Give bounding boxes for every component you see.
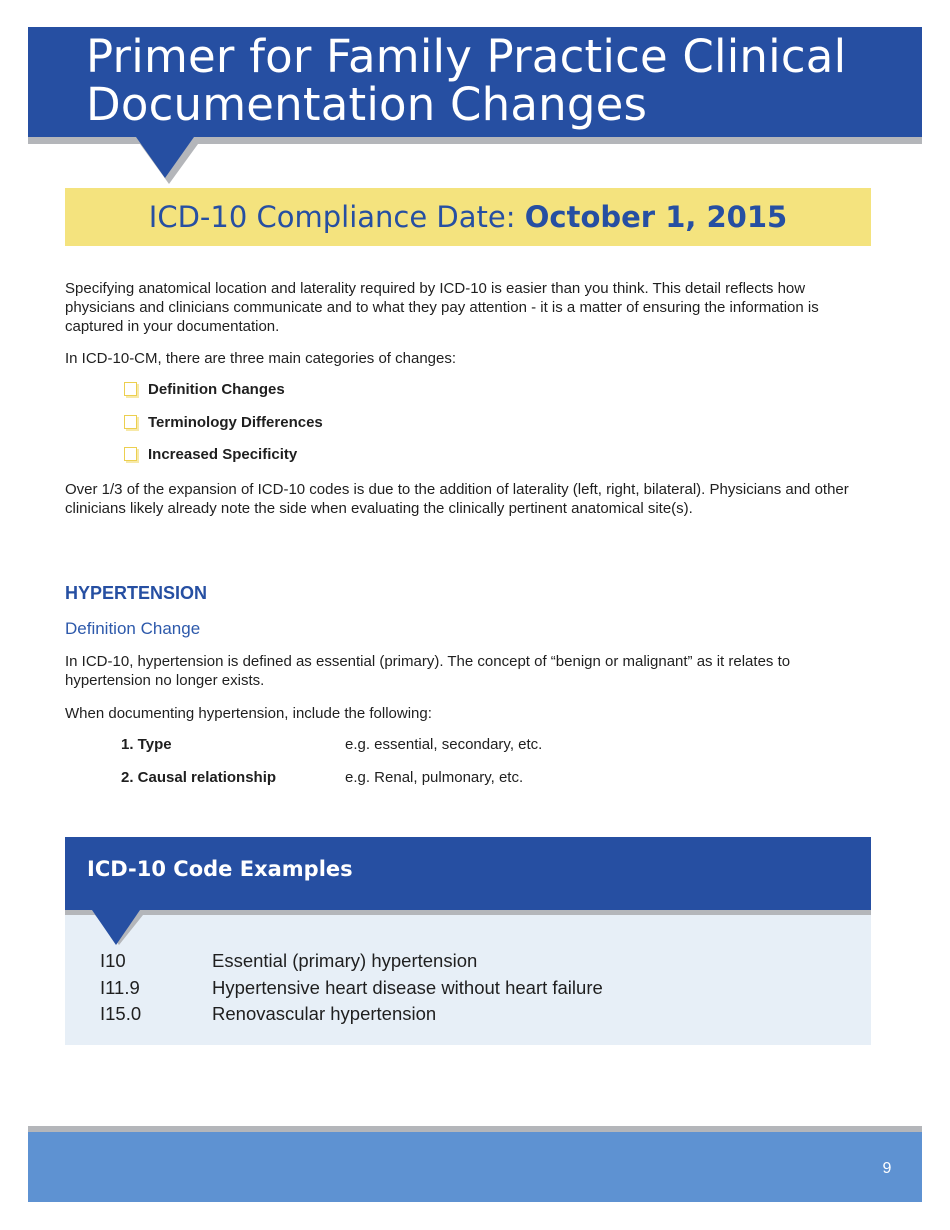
- checkbox-icon: [124, 382, 137, 396]
- code-examples-title: ICD-10 Code Examples: [87, 857, 353, 881]
- code-row: [100, 950, 603, 977]
- footer-band: [28, 1132, 922, 1202]
- documentation-requirements: [121, 736, 542, 801]
- code-description: Hypertensive heart disease without heart failure: [212, 976, 603, 998]
- list-item: [124, 414, 323, 447]
- laterality-paragraph: Over 1/3 of the expansion of ICD-10 codes is due to the addition of laterality (left, right, bilateral). Physicians and other clinicians likely already note the side when evaluating the clinically pertinent anatomical site(s).: [65, 481, 849, 517]
- change-categories-list: [124, 381, 323, 479]
- icd-code: I11.9: [100, 976, 140, 998]
- documenting-intro: When documenting hypertension, include the following:: [65, 705, 432, 722]
- section-heading-hypertension: HYPERTENSION: [65, 583, 208, 603]
- requirement-label: 2. Causal relationship: [121, 768, 277, 786]
- list-item: [124, 381, 323, 414]
- list-item: [124, 446, 323, 479]
- code-row: [100, 1003, 603, 1030]
- requirement-example: e.g. essential, secondary, etc.: [345, 736, 543, 753]
- header-pointer: [136, 137, 194, 178]
- code-description: Renovascular hypertension: [212, 1003, 437, 1024]
- compliance-label: ICD-10 Compliance Date:: [148, 200, 525, 234]
- code-description: Essential (primary) hypertension: [212, 950, 478, 971]
- requirement-example: e.g. Renal, pulmonary, etc.: [345, 768, 524, 786]
- code-header-shadow: [65, 910, 871, 915]
- categories-intro: In ICD-10-CM, there are three main categories of changes:: [65, 350, 457, 367]
- page-number: 9: [882, 1160, 892, 1177]
- category-label: Increased Specificity: [148, 446, 298, 463]
- compliance-date: October 1, 2015: [524, 200, 788, 234]
- code-pointer: [92, 910, 140, 945]
- page-title: [86, 30, 906, 131]
- category-label: Definition Changes: [148, 381, 285, 398]
- category-label: Terminology Differences: [148, 413, 323, 431]
- intro-paragraph: Specifying anatomical location and laterality required by ICD-10 is easier than you think. This detail reflects how physicians and clinicians communicate and to what they pay attention - it is a matter of ensuring the information is captured in your documentation.: [65, 280, 819, 335]
- table-row: [121, 769, 542, 802]
- icd-code: I10: [100, 950, 126, 971]
- page-title-line-2: Documentation Changes: [86, 78, 648, 131]
- sub-heading-definition-change: Definition Change: [65, 619, 201, 638]
- table-row: [121, 736, 542, 769]
- checkbox-icon: [124, 415, 137, 429]
- requirement-label: 1. Type: [121, 736, 172, 753]
- icd-code: I15.0: [100, 1003, 142, 1024]
- code-row: [100, 977, 603, 1004]
- compliance-date-banner: [65, 188, 871, 246]
- page-title-line-1: Primer for Family Practice Clinical: [86, 30, 847, 83]
- checkbox-icon: [124, 447, 137, 461]
- hypertension-definition-paragraph: In ICD-10, hypertension is defined as essential (primary). The concept of “benign or malignant” as it relates to hypertension no longer exists.: [65, 653, 791, 689]
- code-list: [100, 950, 603, 1030]
